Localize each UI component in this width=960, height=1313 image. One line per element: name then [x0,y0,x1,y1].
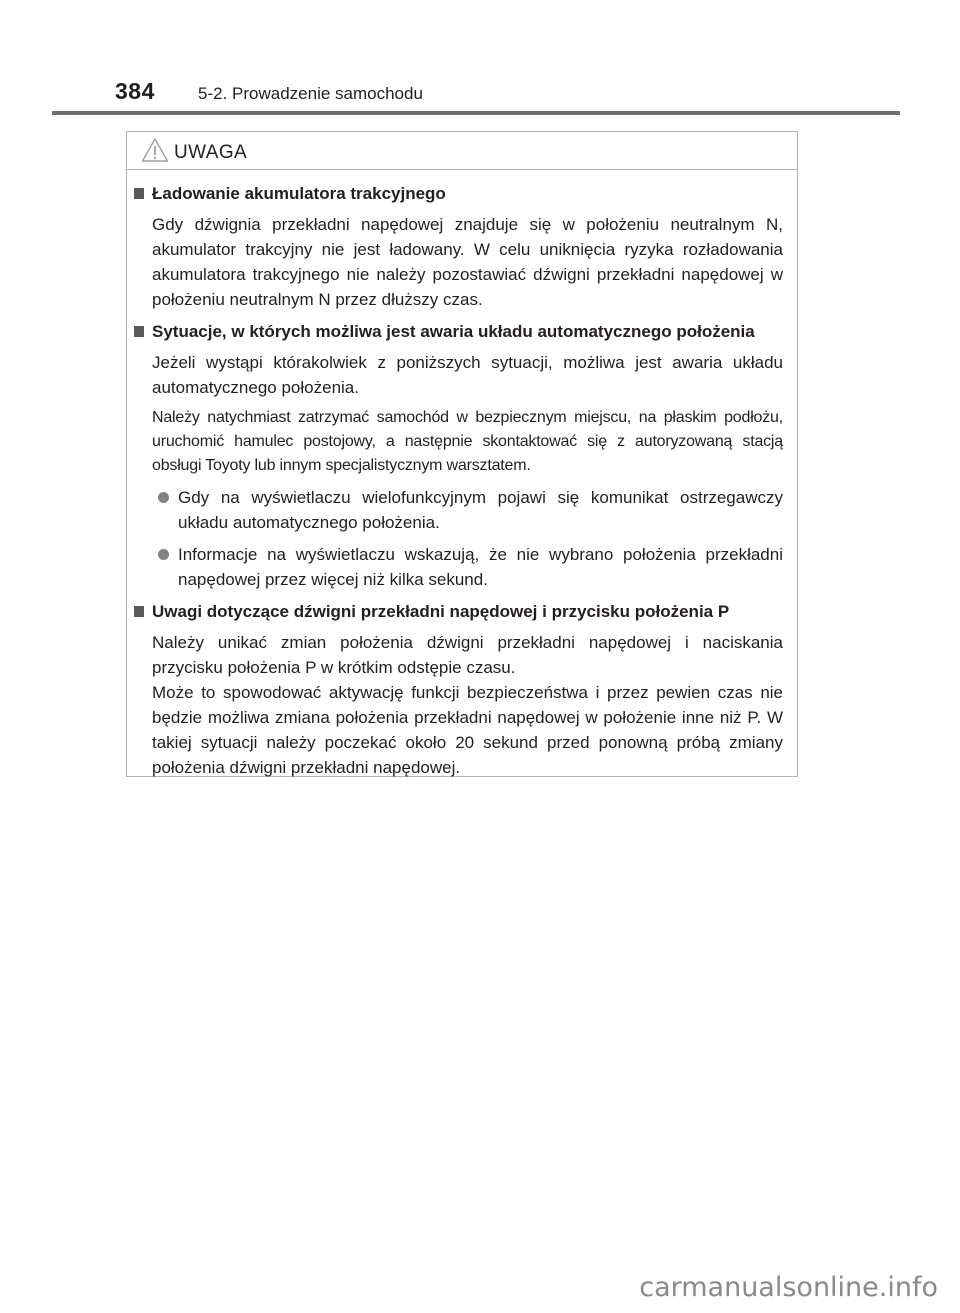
section-paragraph: Gdy dźwignia przekładni napędowej znajduje się w położeniu neutralnym N, akumulator trakcyjny nie jest ładowany. W celu uniknięcia ryzyka rozładowania akumulatora trakcyjnego nie należy pozostawiać dźwigni przekładni napędowej w położeniu neutralnym N przez dłuższy czas. [152,215,783,309]
section-heading [132,319,783,344]
section-paragraph: Należy unikać zmian położenia dźwigni przekładni napędowej i naciskania przycisku położenia P w krótkim odstępie czasu. [152,633,783,677]
section-heading-text: Sytuacje, w których możliwa jest awaria układu automatycznego położenia [152,322,755,341]
page-header [0,0,960,116]
list-item-text: Gdy na wyświetlaczu wielofunkcyjnym pojawi się komunikat ostrzegawczy układu automatycznego położenia. [178,488,783,532]
list-item [132,542,783,592]
square-bullet-icon [134,326,144,337]
warning-header [127,132,797,170]
warning-section [132,181,783,312]
watermark: carmanualsonline.info [639,1272,938,1303]
section-paragraph: Może to spowodować aktywację funkcji bezpieczeństwa i przez pewien czas nie będzie możliwa zmiana położenia przekładni napędowej w położenie inne niż P. W takiej sytuacji należy poczekać około 20 sekund przed ponowną próbą zmiany położenia dźwigni przekładni napędowej. [152,683,783,777]
header-divider [52,111,900,115]
warning-section [132,319,783,592]
section-heading [132,181,783,206]
page-number: 384 [115,78,155,104]
section-heading [132,599,783,624]
warning-triangle-icon [141,137,169,163]
list-item [132,485,783,535]
section-heading-text: Uwagi dotyczące dźwigni przekładni napędowej i przycisku położenia P [152,602,730,621]
section-heading-text: Ładowanie akumulatora trakcyjnego [152,184,446,203]
section-paragraph: Jeżeli wystąpi którakolwiek z poniższych sytuacji, możliwa jest awaria układu automatycznego położenia. [152,353,783,397]
warning-body [127,170,797,780]
warning-title: UWAGA [174,142,248,163]
section-title: 5-2. Prowadzenie samochodu [198,84,423,103]
square-bullet-icon [134,606,144,617]
round-bullet-icon [158,492,169,503]
list-item-text: Informacje na wyświetlaczu wskazują, że nie wybrano położenia przekładni napędowej przez więcej niż kilka sekund. [178,545,783,589]
warning-box [126,131,798,777]
warning-section [132,599,783,780]
square-bullet-icon [134,188,144,199]
section-paragraph: Należy natychmiast zatrzymać samochód w bezpiecznym miejscu, na płaskim podłożu, uruchomić hamulec postojowy, a następnie skontaktować się z autoryzowaną stacją obsługi Toyoty lub innym specjalistycznym warsztatem. [152,409,783,474]
round-bullet-icon [158,549,169,560]
